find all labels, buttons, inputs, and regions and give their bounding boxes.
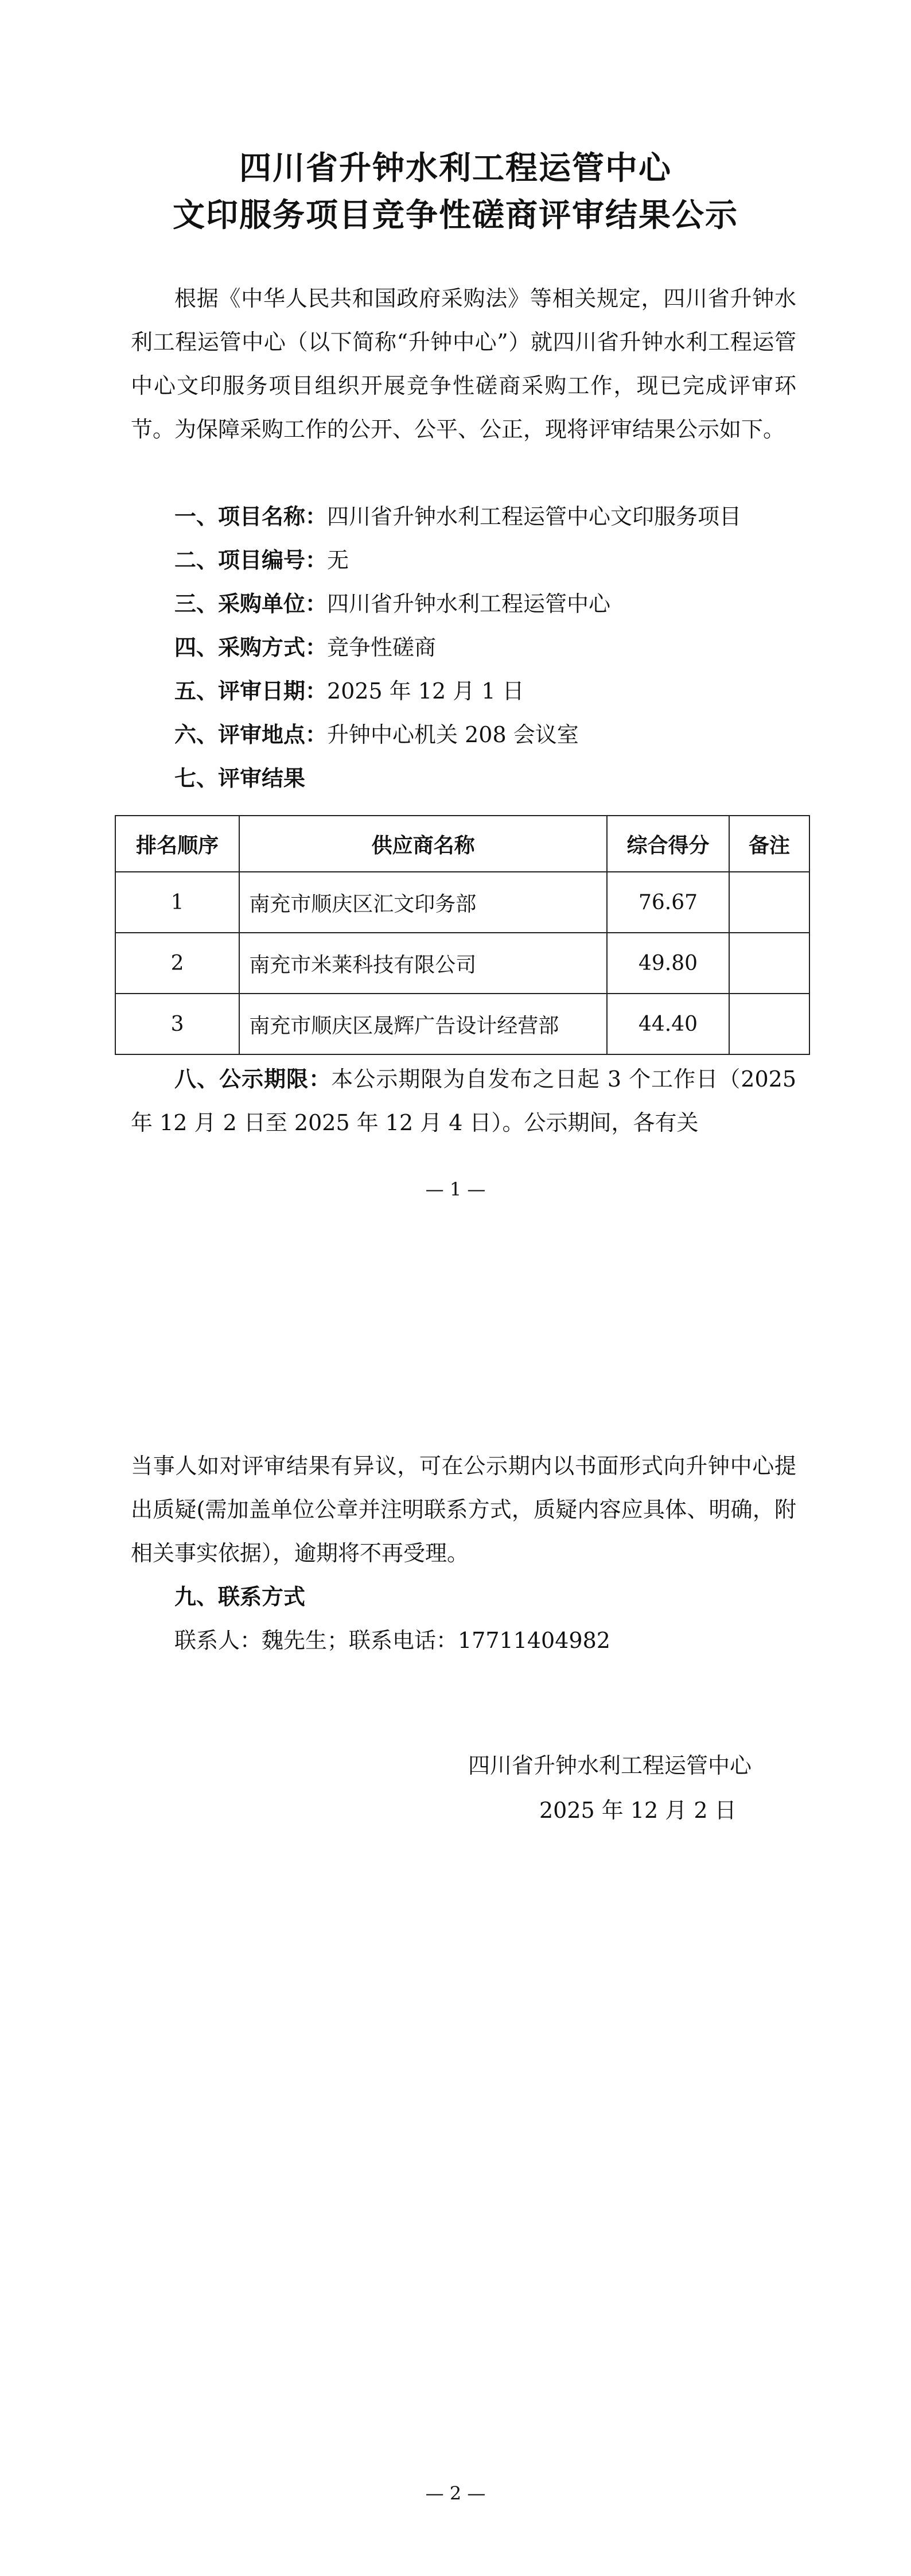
header-score: 综合得分 xyxy=(607,816,729,872)
item-value: 四川省升钟水利工程运管中心文印服务项目 xyxy=(327,504,742,529)
item-procurement-method xyxy=(131,626,796,669)
item-label: 五、评审日期： xyxy=(174,678,328,704)
notice-paragraph-part-2: 当事人如对评审结果有异议，可在公示期内以书面形式向升钟中心提出质疑(需加盖单位公章并注明联系方式，质疑内容应具体、明确，附相关事实依据），逾期将不再受理。 xyxy=(131,1453,796,1566)
item-label: 三、采购单位： xyxy=(174,591,328,616)
header-supplier-name: 供应商名称 xyxy=(239,816,607,872)
item-label: 二、项目编号： xyxy=(174,548,328,573)
item-project-name xyxy=(131,495,796,538)
contact-heading xyxy=(131,1575,796,1619)
item-label: 六、评审地点： xyxy=(174,722,328,747)
signoff-date: 2025 年 12 月 2 日 xyxy=(539,1798,737,1823)
item-review-date xyxy=(131,669,796,713)
cell-score: 76.67 xyxy=(607,872,729,933)
results-table xyxy=(115,815,810,1055)
table-row xyxy=(115,994,809,1054)
table-header-row xyxy=(115,816,809,872)
page-number-2: — 2 — xyxy=(425,2482,486,2504)
item-label: 一、项目名称： xyxy=(174,504,328,529)
cell-supplier-name: 南充市顺庆区晟辉广告设计经营部 xyxy=(239,994,607,1054)
header-rank: 排名顺序 xyxy=(115,816,239,872)
item-value: 2025 年 12 月 1 日 xyxy=(327,678,524,704)
page-number-1: — 1 — xyxy=(425,1178,486,1200)
cell-note xyxy=(729,872,809,933)
cell-supplier-name: 南充市米莱科技有限公司 xyxy=(239,933,607,994)
notice-text: 本公示期限为自发布之日起 3 个工作日（2025 年 12 月 2 日至 2025 年 12 月 4 日）。公示期间，各有关 xyxy=(131,1066,796,1135)
item-project-number xyxy=(131,538,796,582)
table-row xyxy=(115,933,809,994)
cell-score: 49.80 xyxy=(607,933,729,994)
contact-label: 九、联系方式 xyxy=(174,1584,306,1609)
document-title-line-2: 文印服务项目竞争性磋商评审结果公示 xyxy=(173,196,738,234)
item-label: 四、采购方式： xyxy=(174,635,328,660)
notice-paragraph-part-1 xyxy=(131,1057,796,1145)
cell-rank: 1 xyxy=(115,872,239,933)
item-purchaser xyxy=(131,582,796,626)
item-value: 四川省升钟水利工程运管中心 xyxy=(327,591,611,616)
document-title-line-1: 四川省升钟水利工程运管中心 xyxy=(239,149,672,187)
contact-line: 联系人：魏先生；联系电话：17711404982 xyxy=(174,1628,610,1653)
item-value: 竞争性磋商 xyxy=(327,635,437,660)
notice-label: 八、公示期限： xyxy=(174,1066,332,1092)
cell-supplier-name: 南充市顺庆区汇文印务部 xyxy=(239,872,607,933)
cell-score: 44.40 xyxy=(607,994,729,1054)
item-review-results xyxy=(131,756,796,800)
cell-note xyxy=(729,933,809,994)
signoff-organization: 四川省升钟水利工程运管中心 xyxy=(468,1753,752,1778)
intro-paragraph: 根据《中华人民共和国政府采购法》等相关规定，四川省升钟水利工程运管中心（以下简称“升钟中心”）就四川省升钟水利工程运管中心文印服务项目组织开展竞争性磋商采购工作，现已完成评审环节。为保障采购工作的公开、公平、公正，现将评审结果公示如下。 xyxy=(131,286,796,442)
item-review-location xyxy=(131,713,796,756)
item-value: 升钟中心机关 208 会议室 xyxy=(327,722,579,747)
cell-rank: 3 xyxy=(115,994,239,1054)
cell-rank: 2 xyxy=(115,933,239,994)
table-row xyxy=(115,872,809,933)
header-note: 备注 xyxy=(729,816,809,872)
cell-note xyxy=(729,994,809,1054)
item-value: 无 xyxy=(327,548,349,573)
item-label: 七、评审结果 xyxy=(174,766,306,791)
page-2 xyxy=(0,1288,911,2576)
